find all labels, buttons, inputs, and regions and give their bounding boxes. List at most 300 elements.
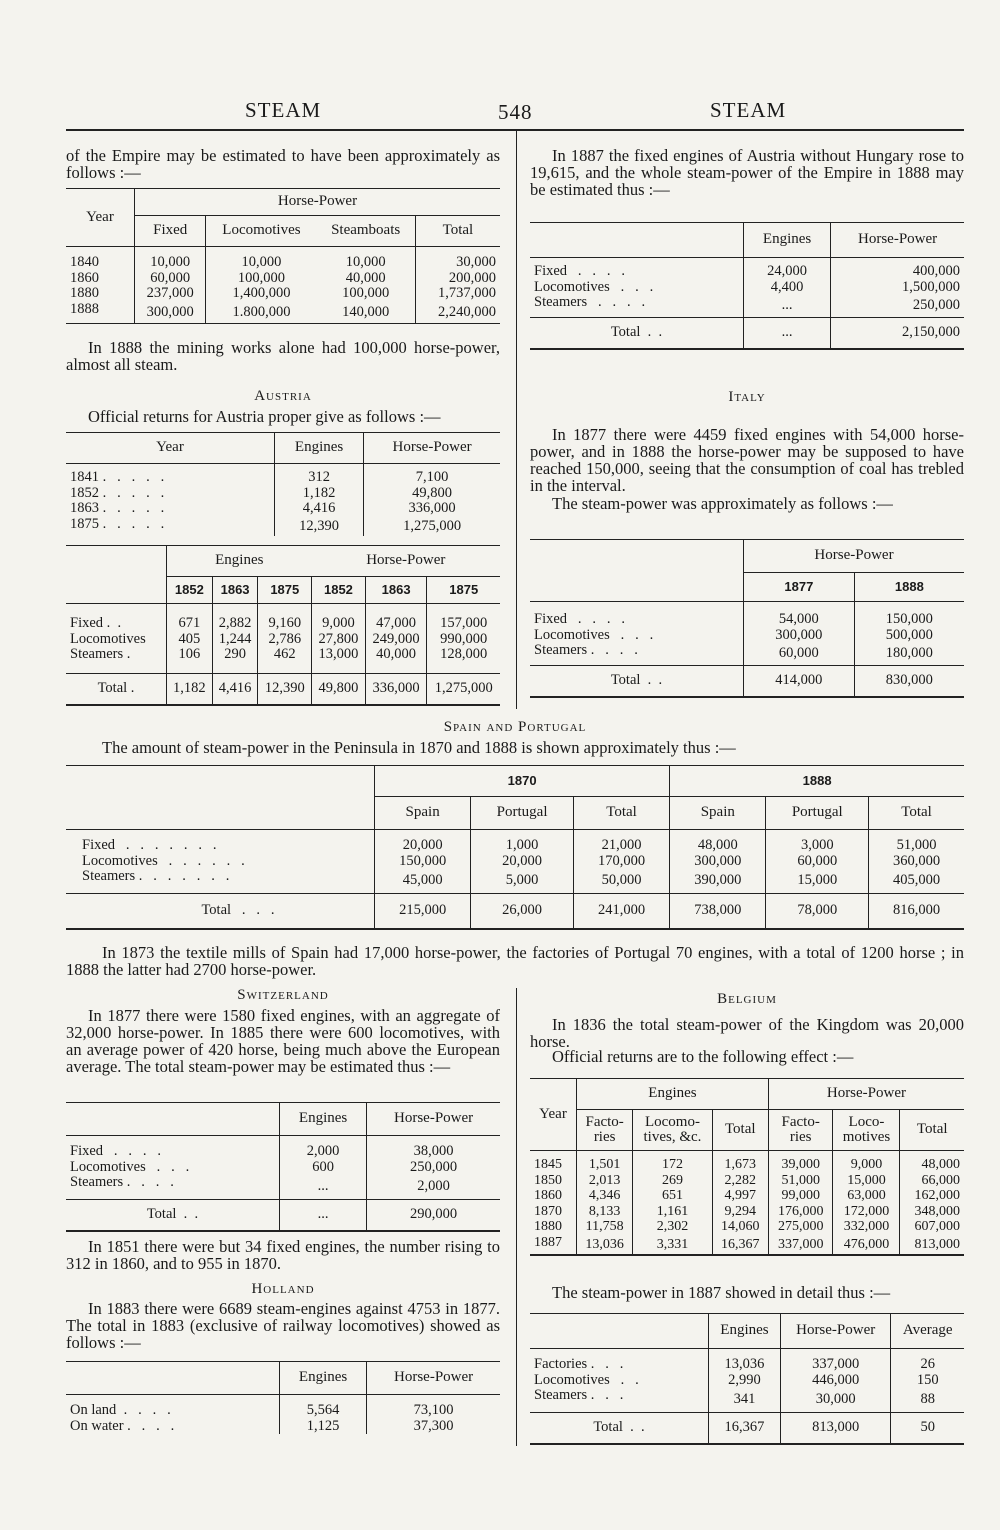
row-label: Locomotives	[534, 1371, 610, 1388]
cell: 607,000	[900, 1219, 964, 1235]
blank-header	[530, 540, 744, 602]
row-label: Steamers	[82, 868, 136, 884]
cell: 249,000	[365, 632, 427, 648]
cell: 813,000	[900, 1235, 964, 1256]
paragraph-holland	[66, 1300, 500, 1351]
total-label: Total	[201, 901, 232, 918]
table-row: Steamers . . . 341 30,000 88	[530, 1388, 964, 1412]
cell: 1860	[534, 1188, 562, 1203]
header-year: 1875	[258, 577, 312, 604]
row-label: Fixed	[534, 263, 568, 279]
running-head-left: STEAM	[245, 98, 322, 122]
header-average: Average	[891, 1314, 964, 1349]
row-label: Fixed	[82, 837, 116, 853]
header-horse-power: Horse-Power	[367, 1362, 500, 1395]
cell: 400,000	[831, 258, 964, 280]
header-factories-hp	[768, 1110, 833, 1151]
cell: 16,367	[709, 1412, 781, 1444]
header-engines: Engines	[280, 1362, 367, 1395]
cell: 26,000	[471, 893, 574, 929]
paragraph-switzerland-after-text: In 1851 there were but 34 fixed engines, the number rising to 312 in 1860, and to 955 in 1870.	[66, 1237, 500, 1273]
cell: 1,275,000	[427, 673, 500, 705]
column-divider-top	[516, 131, 517, 709]
table-row: Steamers . . . . ... 250,000	[530, 295, 964, 317]
cell: 9,000	[312, 604, 366, 632]
cell: ...	[280, 1199, 367, 1231]
row-label: On land	[70, 1402, 117, 1418]
cell: 45,000	[375, 869, 471, 893]
belgium-table	[530, 1078, 964, 1256]
cell: 172,000	[833, 1204, 900, 1220]
cell: 990,000	[427, 632, 500, 648]
table-row: Locomotives . . . 4,400 1,500,000	[530, 280, 964, 296]
table-row: Fixed . . . . . . . 20,000 1,000 21,000 48,000 3,000 51,000	[66, 830, 964, 854]
paragraph-switzerland	[66, 1007, 500, 1075]
cell: 275,000	[768, 1219, 833, 1235]
cell: 106	[167, 647, 213, 673]
header-engines: Engines	[275, 433, 364, 464]
row-label: Steamers	[70, 646, 124, 662]
cell: 140,000	[342, 303, 390, 320]
header-locomotives-hp-line2: motives	[842, 1129, 891, 1145]
cell: 49,800	[312, 673, 366, 705]
blank-header	[530, 223, 744, 258]
cell: 1863	[70, 500, 99, 516]
cell: 2,000	[280, 1136, 367, 1160]
total-label: Total	[593, 1418, 623, 1435]
cell: 27,800	[312, 632, 366, 648]
header-fixed: Fixed	[135, 216, 206, 247]
table-row: Locomotives . . . . . . 150,000 20,000 170,000 300,000 60,000 360,000	[66, 854, 964, 870]
running-head-right: STEAM	[710, 98, 787, 122]
header-horse-power: Horse-Power	[366, 552, 446, 569]
cell: 13,036	[709, 1349, 781, 1373]
blank-header	[66, 766, 375, 830]
cell: 150,000	[375, 854, 471, 870]
paragraph-belgium-2	[530, 1048, 964, 1065]
blank-header	[66, 1103, 280, 1136]
cell: 250,000	[367, 1160, 500, 1176]
cell: 1840	[70, 254, 99, 270]
paragraph-mining-text: In 1888 the mining works alone had 100,000 horse-power, almost all steam.	[66, 338, 500, 374]
cell: 600	[280, 1160, 367, 1176]
cell: 360,000	[869, 854, 964, 870]
paragraph-belgium	[530, 1016, 964, 1050]
header-locomotives-hp-line1: Loco-	[848, 1114, 885, 1130]
cell: 1,000	[471, 830, 574, 854]
cell: 250,000	[831, 295, 964, 317]
cell: 1860	[70, 269, 99, 286]
cell: 88	[891, 1388, 964, 1412]
cell: 241,000	[573, 893, 669, 929]
paragraph-holland-text: In 1883 there were 6689 steam-engines against 4753 in 1877. The total in 1883 (exclusive of railway locomotives) showed as follows :—	[66, 1299, 500, 1352]
blank-header	[66, 1362, 280, 1395]
paragraph-mining	[66, 339, 500, 373]
cell: 332,000	[833, 1219, 900, 1235]
paragraph-austria-text: Official returns for Austria proper give as follows :—	[88, 407, 441, 426]
cell: 1887	[534, 1234, 562, 1250]
cell: 11,758	[577, 1219, 633, 1235]
cell: 47,000	[365, 604, 427, 632]
header-year: Year	[156, 439, 184, 456]
table-row: Steamers . . . . . . . 45,000 5,000 50,000 390,000 15,000 405,000	[66, 869, 964, 893]
table-row: Locomotives . . 2,990 446,000 150	[530, 1373, 964, 1389]
cell: 50,000	[573, 869, 669, 893]
cell: 1,500,000	[831, 280, 964, 296]
header-engines: Engines	[167, 546, 312, 577]
cell: 14,060	[712, 1219, 768, 1235]
table-row	[66, 286, 500, 302]
header-horse-power: Horse-Power	[831, 223, 964, 258]
cell: 337,000	[780, 1349, 891, 1373]
total-label: Total	[146, 1205, 177, 1222]
cell: 671	[167, 604, 213, 632]
cell: 9,000	[833, 1151, 900, 1173]
section-title-austria: Austria	[254, 388, 312, 404]
cell: 5,000	[471, 869, 574, 893]
total-label: Total	[610, 323, 641, 340]
cell: 39,000	[768, 1151, 833, 1173]
table-row: Steamers . 106 290 462 13,000 40,000 128,000	[66, 647, 500, 673]
cell: 651	[633, 1188, 712, 1204]
table-row: 1852 . . . . . 1,182 49,800	[66, 486, 500, 502]
table-row-total: Total . . 414,000 830,000	[530, 665, 964, 697]
cell: 162,000	[900, 1188, 964, 1204]
header-year: 1875	[427, 577, 500, 604]
header-factories-hp-line2: ries	[789, 1129, 812, 1145]
total-label: Total	[97, 679, 128, 696]
table-row: Steamers . . . . 60,000 180,000	[530, 643, 964, 665]
paragraph-italy-2-text: The steam-power was approximately as follows :—	[552, 494, 893, 513]
row-label: Steamers	[534, 642, 588, 658]
cell: 7,100	[364, 464, 500, 486]
header-year: 1888	[854, 573, 964, 602]
cell: 312	[275, 464, 364, 486]
paragraph-italy-2	[530, 495, 964, 512]
table-row: 1841 . . . . . 312 7,100	[66, 464, 500, 486]
paragraph-belgium-3-text: The steam-power in 1887 showed in detail thus :—	[552, 1283, 891, 1302]
cell: 1,125	[280, 1419, 367, 1435]
cell: 30,000	[415, 255, 500, 271]
cell: 1,400,000	[206, 286, 317, 302]
table-row	[66, 632, 500, 648]
table-row	[66, 271, 500, 287]
cell: 60,000	[744, 643, 855, 665]
header-year: 1863	[365, 577, 427, 604]
page-number: 548	[498, 100, 533, 124]
header-year: 1852	[312, 577, 366, 604]
cell: 830,000	[854, 665, 964, 697]
paragraph-switzerland-text: In 1877 there were 1580 fixed engines, with an aggregate of 32,000 horse-power. In 1885 there were 600 locomotives, with an average power of 420 horse, being much above the European average. The total steam-power may be estimated thus :—	[66, 1006, 500, 1076]
cell: 150,000	[854, 602, 964, 628]
header-engines: Engines	[709, 1314, 781, 1349]
cell: 13,000	[312, 647, 366, 673]
header-horse-power: Horse-Power	[135, 189, 501, 216]
header-total: Total	[712, 1110, 768, 1151]
header-total: Total	[869, 797, 964, 830]
cell: 3,331	[633, 1235, 712, 1256]
row-label: Steamers	[534, 1387, 588, 1403]
table-row: Factories . . . 13,036 337,000 26	[530, 1349, 964, 1373]
cell: 1,275,000	[364, 517, 500, 537]
header-locomotives-line2: tives, &c.	[643, 1129, 702, 1145]
paragraph-austria-1887-text: In 1887 the fixed engines of Austria without Hungary rose to 19,615, and the whole steam-power of the Empire in 1888 may be estimated thus :—	[530, 146, 964, 199]
table-row	[530, 1204, 964, 1220]
cell: 9,294	[712, 1204, 768, 1220]
header-locomotives-line1: Locomo-	[644, 1114, 700, 1130]
row-label: Fixed	[70, 615, 104, 631]
header-total: Total	[415, 216, 500, 247]
section-title-holland: Holland	[251, 1281, 315, 1297]
header-engines: Engines	[280, 1103, 367, 1136]
row-label: Locomotives	[70, 1158, 146, 1175]
cell: 215,000	[375, 893, 471, 929]
row-label: Steamers	[534, 294, 588, 310]
row-label: Fixed	[70, 1143, 104, 1159]
blank-header	[66, 546, 167, 604]
cell: 20,000	[375, 830, 471, 854]
cell: 4,400	[744, 280, 831, 296]
cell: 157,000	[427, 604, 500, 632]
cell: 1,737,000	[415, 286, 500, 302]
cell: 2,882	[212, 604, 258, 632]
cell: 813,000	[780, 1412, 891, 1444]
header-horse-power: Horse-Power	[744, 540, 965, 573]
cell: 15,000	[833, 1173, 900, 1189]
cell: 51,000	[768, 1173, 833, 1189]
empire-table	[66, 188, 500, 324]
cell: 100,000	[206, 271, 317, 287]
cell: 26	[891, 1349, 964, 1373]
cell: ...	[744, 295, 831, 317]
cell: 1841	[70, 469, 99, 485]
cell: 38,000	[367, 1136, 500, 1160]
cell: 476,000	[833, 1235, 900, 1256]
cell: 21,000	[573, 830, 669, 854]
table-row	[66, 302, 500, 324]
table-row: Locomotives . . . 300,000 500,000	[530, 628, 964, 644]
cell: 170,000	[573, 854, 669, 870]
paragraph-empire: of the Empire may be estimated to have been approximately as follows :—	[66, 146, 500, 182]
cell: 1,182	[275, 486, 364, 502]
header-steamboats: Steamboats	[331, 222, 401, 239]
section-title-switzerland: Switzerland	[237, 987, 329, 1003]
paragraph-belgium-2-text: Official returns are to the following effect :—	[552, 1047, 854, 1066]
paragraph-austria-1887	[530, 147, 964, 198]
row-label: Locomotives	[534, 626, 610, 643]
table-row	[530, 1173, 964, 1189]
cell: 78,000	[766, 893, 869, 929]
cell: 300,000	[135, 302, 206, 324]
cell: 2,990	[709, 1373, 781, 1389]
cell: 237,000	[135, 286, 206, 302]
table-row: Fixed . . 671 2,882 9,160 9,000 47,000 157,000	[66, 604, 500, 632]
cell: 4,416	[275, 501, 364, 517]
cell: 48,000	[670, 830, 766, 854]
header-horse-power: Horse-Power	[780, 1314, 891, 1349]
cell: 290,000	[367, 1199, 500, 1231]
cell: 1888	[70, 300, 99, 317]
cell: 1850	[534, 1172, 562, 1188]
austria-1888-table	[530, 222, 964, 350]
paragraph-belgium-text: In 1836 the total steam-power of the Kingdom was 20,000 horse.	[530, 1015, 964, 1051]
table-row	[66, 255, 500, 271]
row-label: On water	[70, 1417, 124, 1434]
blank-header	[530, 1314, 709, 1349]
cell: 4,997	[712, 1188, 768, 1204]
cell: 3,000	[766, 830, 869, 854]
paragraph-belgium-3	[530, 1284, 964, 1301]
table-row-total: Total . 1,182 4,416 12,390 49,800 336,000 1,275,000	[66, 673, 500, 705]
cell: 16,367	[712, 1235, 768, 1256]
cell: 1,161	[633, 1204, 712, 1220]
cell: 1845	[534, 1157, 562, 1172]
cell: 24,000	[744, 258, 831, 280]
spain-portugal-table	[66, 765, 964, 930]
cell: 300,000	[744, 628, 855, 644]
table-row: Fixed . . . . 54,000 150,000	[530, 602, 964, 628]
table-row: Steamers . . . . ... 2,000	[66, 1175, 500, 1199]
austria-table-2	[66, 545, 500, 706]
cell: 10,000	[206, 255, 317, 271]
header-year: Year	[530, 1079, 577, 1151]
row-label: Locomotives	[82, 852, 158, 869]
table-row: 1863 . . . . . 4,416 336,000	[66, 501, 500, 517]
cell: 2,013	[577, 1173, 633, 1189]
header-locomotives	[633, 1110, 712, 1151]
belgium-detail-table	[530, 1313, 964, 1445]
austria-table-1	[66, 432, 500, 536]
header-portugal: Portugal	[766, 797, 869, 830]
cell: 2,000	[367, 1175, 500, 1199]
cell: 414,000	[744, 665, 855, 697]
cell: 9,160	[258, 604, 312, 632]
row-label: Steamers	[70, 1174, 124, 1190]
table-row	[530, 1235, 964, 1256]
cell: 269	[633, 1173, 712, 1189]
cell: 200,000	[415, 271, 500, 287]
cell: 816,000	[869, 893, 964, 929]
cell: 348,000	[900, 1204, 964, 1220]
cell: 336,000	[365, 673, 427, 705]
cell: 462	[258, 647, 312, 673]
paragraph-austria	[66, 408, 500, 425]
table-row	[530, 1151, 964, 1173]
cell: 4,416	[212, 673, 258, 705]
header-rule	[66, 129, 964, 131]
cell: 49,800	[364, 486, 500, 502]
cell: 500,000	[854, 628, 964, 644]
header-factories	[577, 1110, 633, 1151]
table-row: On land . . . . 5,564 73,100	[66, 1395, 500, 1419]
table-row	[530, 1188, 964, 1204]
cell: 1875	[70, 515, 99, 532]
header-engines: Engines	[744, 223, 831, 258]
header-year: Year	[66, 189, 135, 247]
section-title-belgium: Belgium	[717, 991, 777, 1007]
cell: 341	[709, 1388, 781, 1412]
cell: ...	[744, 317, 831, 349]
cell: ...	[280, 1175, 367, 1199]
cell: 128,000	[427, 647, 500, 673]
cell: 54,000	[744, 602, 855, 628]
cell: 290	[212, 647, 258, 673]
header-year: 1852	[167, 577, 213, 604]
header-total-hp: Total	[900, 1110, 964, 1151]
cell: 20,000	[471, 854, 574, 870]
table-row-total: Total . . ... 290,000	[66, 1199, 500, 1231]
cell: 180,000	[854, 643, 964, 665]
cell: 1.800,000	[206, 302, 317, 324]
header-engines: Engines	[577, 1079, 769, 1110]
cell: 2,150,000	[831, 317, 964, 349]
paragraph-spain-after	[66, 944, 964, 978]
table-row: Fixed . . . . 24,000 400,000	[530, 258, 964, 280]
table-row: Locomotives . . . 600 250,000	[66, 1160, 500, 1176]
cell: 1,673	[712, 1151, 768, 1173]
section-title-spain-portugal: Spain and Portugal	[443, 719, 587, 735]
cell: 63,000	[833, 1188, 900, 1204]
header-portugal: Portugal	[471, 797, 574, 830]
cell: 150	[891, 1373, 964, 1389]
cell: 2,240,000	[415, 302, 500, 324]
cell: 1880	[534, 1219, 562, 1234]
cell: 2,786	[258, 632, 312, 648]
italy-table	[530, 539, 964, 698]
cell: 337,000	[768, 1235, 833, 1256]
table-row	[530, 1219, 964, 1235]
cell: 1,501	[577, 1151, 633, 1173]
cell: 390,000	[670, 869, 766, 893]
header-locomotives: Locomotives	[206, 216, 317, 247]
header-total: Total	[573, 797, 669, 830]
cell: 12,390	[258, 673, 312, 705]
switzerland-table	[66, 1102, 500, 1232]
paragraph-italy	[530, 426, 964, 494]
cell: 99,000	[768, 1188, 833, 1204]
paragraph-spain-after-text: In 1873 the textile mills of Spain had 17,000 horse-power, the factories of Portugal 70 engines, with a total of 1200 horse ; in 1888 the latter had 2700 horse-power.	[66, 943, 964, 979]
cell: 10,000	[345, 254, 386, 270]
cell: 48,000	[900, 1151, 964, 1173]
cell: 738,000	[670, 893, 766, 929]
cell: 2,282	[712, 1173, 768, 1189]
row-label: Fixed	[534, 611, 568, 627]
header-year-1888: 1888	[670, 766, 964, 797]
cell: 1870	[534, 1203, 562, 1219]
cell: 1,244	[212, 632, 258, 648]
cell: 300,000	[670, 854, 766, 870]
header-locomotives-hp	[833, 1110, 900, 1151]
header-year: 1877	[744, 573, 855, 602]
header-horse-power: Horse-Power	[367, 1103, 500, 1136]
cell: 60,000	[135, 271, 206, 287]
cell: 405,000	[869, 869, 964, 893]
cell: 1852	[70, 484, 99, 501]
cell: 4,346	[577, 1188, 633, 1204]
table-row: On water . . . . 1,125 37,300	[66, 1419, 500, 1435]
paragraph-spain-text: The amount of steam-power in the Peninsula in 1870 and 1888 is shown approximately thus :—	[102, 738, 736, 757]
cell: 10,000	[135, 255, 206, 271]
cell: 12,390	[275, 517, 364, 537]
table-row-total: Total . . . 215,000 26,000 241,000 738,000 78,000 816,000	[66, 893, 964, 929]
header-spain: Spain	[670, 797, 766, 830]
cell: 66,000	[900, 1173, 964, 1189]
cell: 1880	[70, 285, 99, 301]
header-horse-power: Horse-Power	[768, 1079, 964, 1110]
cell: 50	[891, 1412, 964, 1444]
cell: 2,302	[633, 1219, 712, 1235]
table-row: 1875 . . . . . 12,390 1,275,000	[66, 517, 500, 537]
